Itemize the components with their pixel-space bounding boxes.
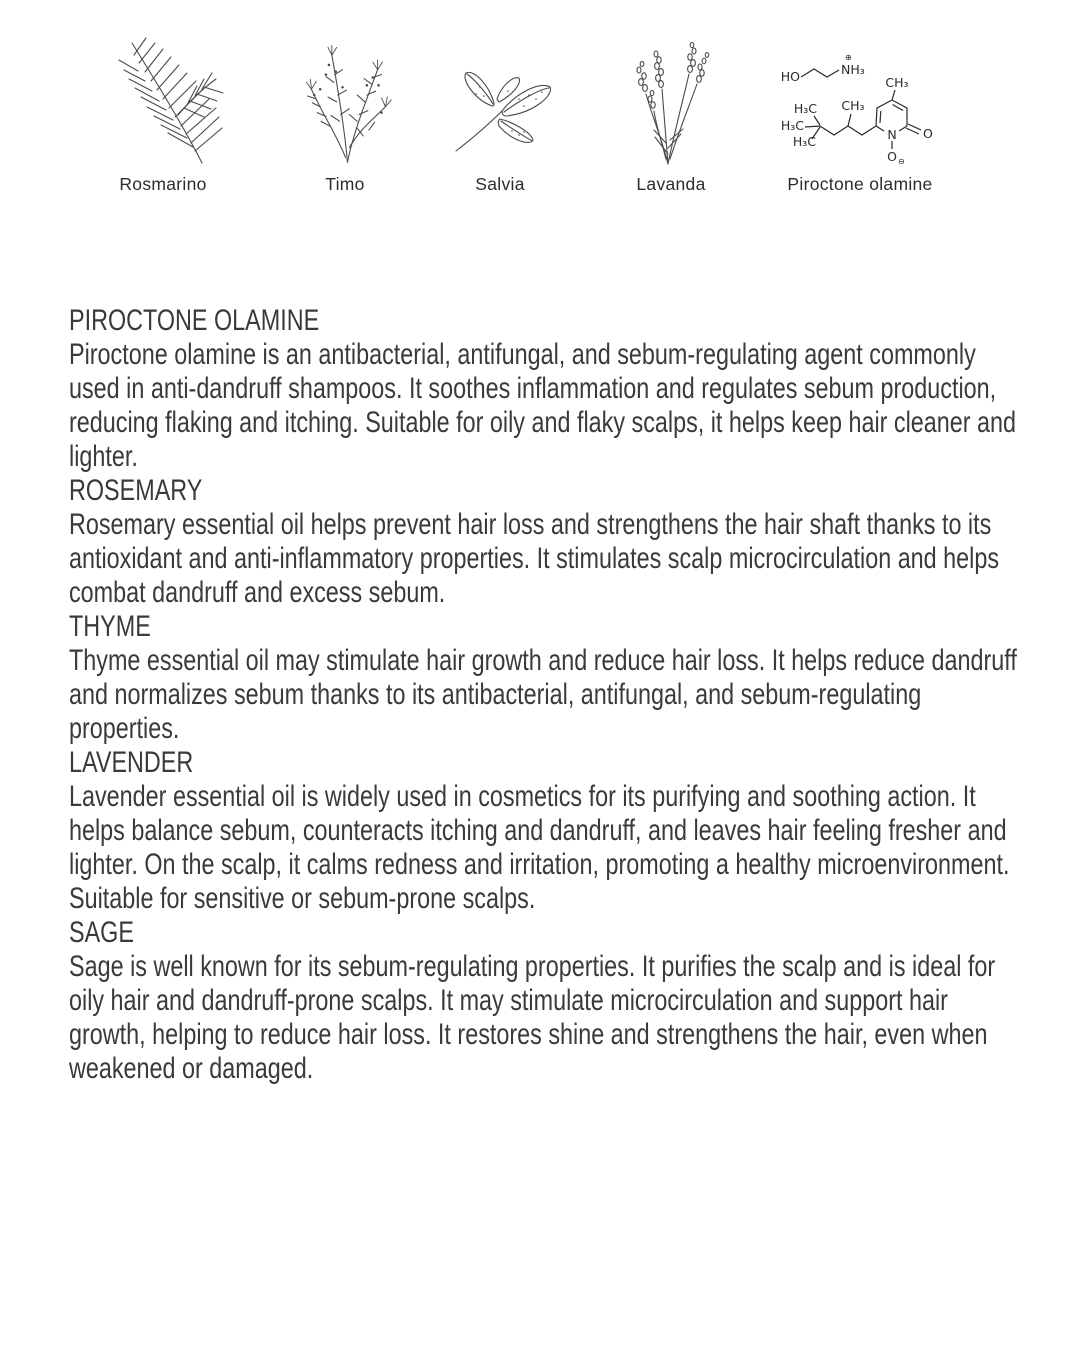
section-piroctone-olamine [69, 304, 1019, 474]
lavender-illustration-icon [626, 37, 716, 167]
section-body-rosemary: Rosemary essential oil helps prevent hair loss and strengthens the hair shaft thanks to its antioxidant and anti-inflammatory properties. It stimulates scalp microcirculation and helps combat dandruff and excess sebum. [69, 508, 1000, 609]
figure-label-lavender: Lavanda [636, 174, 706, 194]
chem-label-ch3-ring: CH₃ [885, 75, 909, 90]
chem-label-minus: ⊖ [898, 157, 905, 166]
thyme-illustration-icon [289, 27, 401, 167]
rosemary-illustration-icon [98, 29, 228, 167]
sage-illustration-icon [444, 61, 556, 153]
chem-label-ch3-branch: CH₃ [841, 98, 865, 113]
section-body-sage: Sage is well known for its sebum-regulating properties. It purifies the scalp and is ideal for oily hair and dandruff-prone scalps. It may stimulate microcirculation and support hair growth, helping to reduce hair loss. It restores shine and strengthens the hair, even when weakened or damaged. [69, 950, 996, 1085]
chem-label-ho: HO [780, 69, 800, 84]
figure-thyme [265, 25, 425, 197]
chem-label-n: N [887, 127, 897, 142]
figure-lavender [591, 25, 751, 197]
section-lavender [69, 746, 1019, 916]
figure-label-thyme: Timo [325, 174, 365, 194]
section-body-lavender: Lavender essential oil is widely used in cosmetics for its purifying and soothing action. It helps balance sebum, counteracts itching and dandruff, and leaves hair feeling fresher and lighter. On the scalp, it calms redness and irritation, promoting a healthy microenvironment. Suitable for sensitive or sebum-prone scalps. [69, 780, 1010, 915]
section-heading-piroctone-olamine: PIROCTONE OLAMINE [69, 304, 320, 337]
chem-label-h3c-bottom: H₃C [792, 134, 816, 149]
section-rosemary [69, 474, 1019, 610]
figure-label-sage: Salvia [475, 174, 525, 194]
section-heading-sage: SAGE [69, 916, 134, 949]
section-thyme [69, 610, 1019, 746]
chem-label-o-ketone: O [923, 126, 933, 141]
figure-label-rosemary: Rosmarino [119, 174, 207, 194]
section-heading-rosemary: ROSEMARY [69, 474, 203, 507]
chem-label-nh3: NH₃ [841, 62, 865, 77]
piroctone-olamine-structure-icon [774, 49, 946, 167]
chem-label-o-oxide: O [887, 149, 897, 164]
figure-sage [420, 25, 580, 197]
section-heading-lavender: LAVENDER [69, 746, 194, 779]
figure-label-piroctone-olamine: Piroctone olamine [787, 174, 933, 194]
figure-piroctone-olamine [770, 25, 950, 197]
chem-label-h3c-top: H₃C [793, 101, 817, 116]
chem-label-h3c-left: H₃C [780, 118, 804, 133]
chem-label-plus: ⊕ [845, 53, 852, 62]
ingredient-illustrations-row [0, 25, 1080, 200]
section-sage [69, 916, 1019, 1086]
section-body-piroctone-olamine: Piroctone olamine is an antibacterial, antifungal, and sebum-regulating agent commonly used in anti-dandruff shampoos. It soothes inflammation and regulates sebum production, reducing flaking and itching. Suitable for oily and flaky scalps, it helps keep hair cleaner and lighter. [69, 338, 1017, 473]
section-heading-thyme: THYME [69, 610, 151, 643]
section-body-thyme: Thyme essential oil may stimulate hair growth and reduce hair loss. It helps reduce dandruff and normalizes sebum thanks to its antibacterial, antifungal, and sebum-regulating properties. [69, 644, 1017, 745]
figure-rosemary [83, 25, 243, 197]
ingredient-descriptions [69, 304, 1019, 1086]
